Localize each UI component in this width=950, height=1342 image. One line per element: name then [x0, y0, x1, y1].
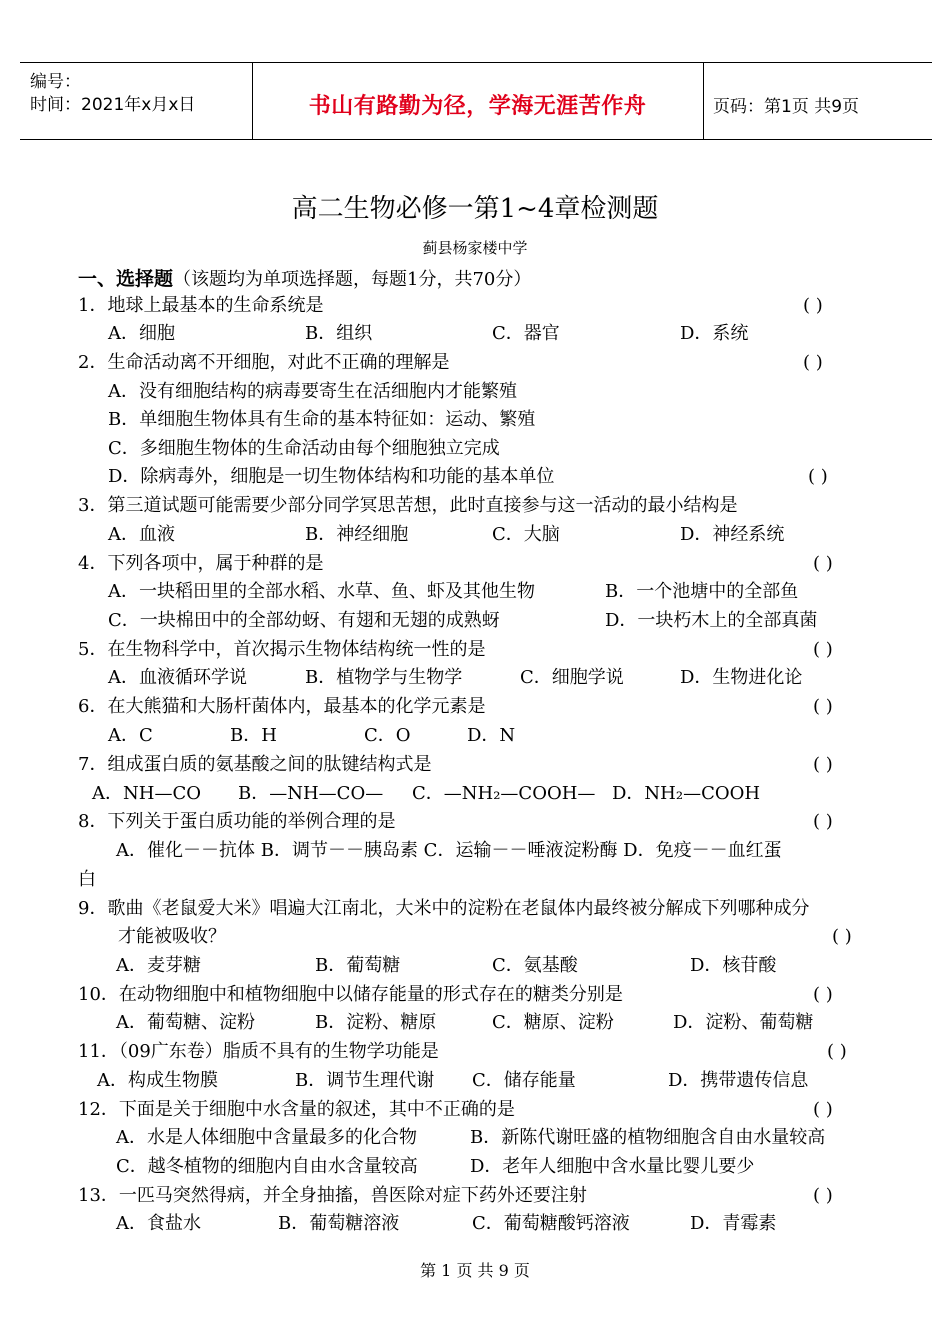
question-stem: 9．歌曲《老鼠爱大米》唱遍大江南北，大米中的淀粉在老鼠体内最终被分解成下列哪种成分 — [78, 898, 810, 919]
question-stem: 10．在动物细胞中和植物细胞中以储存能量的形式存在的糖类分别是 — [78, 984, 623, 1005]
option: C．多细胞生物体的生命活动由每个细胞独立完成 — [108, 438, 500, 459]
option: D．系统 — [680, 323, 749, 344]
option: A．C — [108, 725, 153, 746]
header-table — [20, 62, 932, 140]
option: B．组织 — [305, 323, 373, 344]
section-note: （该题均为单项选择题，每题1分，共70分） — [173, 269, 532, 290]
option: B．H — [230, 725, 277, 746]
option: C．器官 — [492, 323, 560, 344]
question-stem: 8．下列关于蛋白质功能的举例合理的是 — [78, 811, 396, 832]
school-name: 蓟县杨家楼中学 — [422, 239, 528, 257]
option: D．N — [467, 725, 516, 746]
option: C．储存能量 — [472, 1070, 576, 1091]
option: A．没有细胞结构的病毒要寄生在活细胞内才能繁殖 — [108, 381, 517, 402]
answer-paren: ( ) — [813, 984, 833, 1005]
question-stem: 4．下列各项中，属于种群的是 — [78, 553, 324, 574]
question-stem: 6．在大熊猫和大肠杆菌体内，最基本的化学元素是 — [78, 696, 486, 717]
option: A．水是人体细胞中含量最多的化合物 — [116, 1127, 417, 1148]
option: C．大脑 — [492, 524, 560, 545]
header-page-label: 页码：第1页 共9页 — [713, 97, 860, 117]
header-motto: 书山有路勤为径，学海无涯苦作舟 — [308, 94, 647, 119]
option: C．细胞学说 — [520, 667, 624, 688]
answer-paren: ( ) — [813, 1099, 833, 1120]
answer-paren: ( ) — [813, 553, 833, 574]
page-footer: 第 1 页 共 9 页 — [420, 1261, 530, 1280]
option: A．一块稻田里的全部水稻、水草、鱼、虾及其他生物 — [108, 581, 535, 602]
option: D．除病毒外，细胞是一切生物体结构和功能的基本单位 — [108, 466, 555, 487]
section-heading — [78, 264, 531, 291]
option: D．携带遗传信息 — [668, 1070, 809, 1091]
option: C．O — [364, 725, 411, 746]
option: C．葡萄糖酸钙溶液 — [472, 1213, 630, 1234]
option: A．NH—CO — [92, 783, 201, 804]
option: D．老年人细胞中含水量比婴儿要少 — [470, 1156, 755, 1177]
question-stem: 2．生命活动离不开细胞，对此不正确的理解是 — [78, 352, 450, 373]
answer-paren: ( ) — [803, 352, 823, 373]
option: D．神经系统 — [680, 524, 785, 545]
answer-paren: ( ) — [813, 811, 833, 832]
option: A．血液 — [108, 524, 175, 545]
option: C．越冬植物的细胞内自由水含量较高 — [116, 1156, 418, 1177]
option: D．淀粉、葡萄糖 — [673, 1012, 814, 1033]
option-line: A．催化－－抗体 B．调节－－胰岛素 C．运输－－唾液淀粉酶 D．免疫－－血红蛋 — [116, 840, 782, 861]
question-stem: 5．在生物科学中，首次揭示生物体结构统一性的是 — [78, 639, 486, 660]
option: C．糖原、淀粉 — [492, 1012, 614, 1033]
page-title: 高二生物必修一第1~4章检测题 — [291, 194, 659, 224]
option: B．新陈代谢旺盛的植物细胞含自由水量较高 — [470, 1127, 826, 1148]
section-title: 一、选择题 — [78, 268, 174, 290]
option: B．—NH—CO— — [238, 783, 384, 804]
answer-paren: ( ) — [808, 466, 828, 487]
answer-paren: ( ) — [827, 1041, 847, 1062]
answer-paren: ( ) — [813, 696, 833, 717]
answer-paren: ( ) — [813, 754, 833, 775]
option: A．细胞 — [108, 323, 175, 344]
option: B．葡萄糖 — [315, 955, 401, 976]
option: A．食盐水 — [116, 1213, 201, 1234]
option: D．一块朽木上的全部真菌 — [605, 610, 818, 631]
option: C．氨基酸 — [492, 955, 578, 976]
answer-paren: ( ) — [832, 926, 852, 947]
document-code-label: 编号： — [30, 72, 81, 92]
document-date-label: 时间：2021年x月x日 — [30, 95, 196, 115]
question-stem: 12．下面是关于细胞中水含量的叙述，其中不正确的是 — [78, 1099, 515, 1120]
question-stem: 13．一匹马突然得病，并全身抽搐，兽医除对症下药外还要注射 — [78, 1185, 587, 1206]
header-page-cell — [703, 63, 932, 139]
option: A．麦芽糖 — [116, 955, 201, 976]
header-motto-cell — [252, 63, 704, 139]
option: C．一块棉田中的全部幼蚜、有翅和无翅的成熟蚜 — [108, 610, 500, 631]
option-line-wrap: 白 — [78, 869, 96, 890]
option: D．核苷酸 — [690, 955, 777, 976]
question-stem-continued: 才能被吸收？ — [118, 926, 226, 947]
question-stem: 1．地球上最基本的生命系统是 — [78, 295, 324, 316]
answer-paren: ( ) — [813, 1185, 833, 1206]
option: B．神经细胞 — [305, 524, 409, 545]
option: D．青霉素 — [690, 1213, 777, 1234]
option: D．NH₂—COOH — [612, 783, 761, 804]
option: B．调节生理代谢 — [295, 1070, 435, 1091]
option: B．单细胞生物体具有生命的基本特征如：运动、繁殖 — [108, 409, 536, 430]
answer-paren: ( ) — [813, 639, 833, 660]
question-stem: 7．组成蛋白质的氨基酸之间的肽键结构式是 — [78, 754, 432, 775]
option: B．淀粉、糖原 — [315, 1012, 437, 1033]
question-stem: 11．（09广东卷）脂质不具有的生物学功能是 — [78, 1041, 439, 1062]
option: B．葡萄糖溶液 — [278, 1213, 400, 1234]
option: A．构成生物膜 — [97, 1070, 218, 1091]
answer-paren: ( ) — [803, 295, 823, 316]
option: A．葡萄糖、淀粉 — [116, 1012, 255, 1033]
option: A．血液循环学说 — [108, 667, 247, 688]
header-info-cell — [20, 63, 253, 139]
option: C．—NH₂—COOH— — [412, 783, 596, 804]
question-stem: 3．第三道试题可能需要少部分同学冥思苦想，此时直接参与这一活动的最小结构是 — [78, 495, 738, 516]
option: D．生物进化论 — [680, 667, 803, 688]
option: B．一个池塘中的全部鱼 — [605, 581, 799, 602]
option: B．植物学与生物学 — [305, 667, 463, 688]
